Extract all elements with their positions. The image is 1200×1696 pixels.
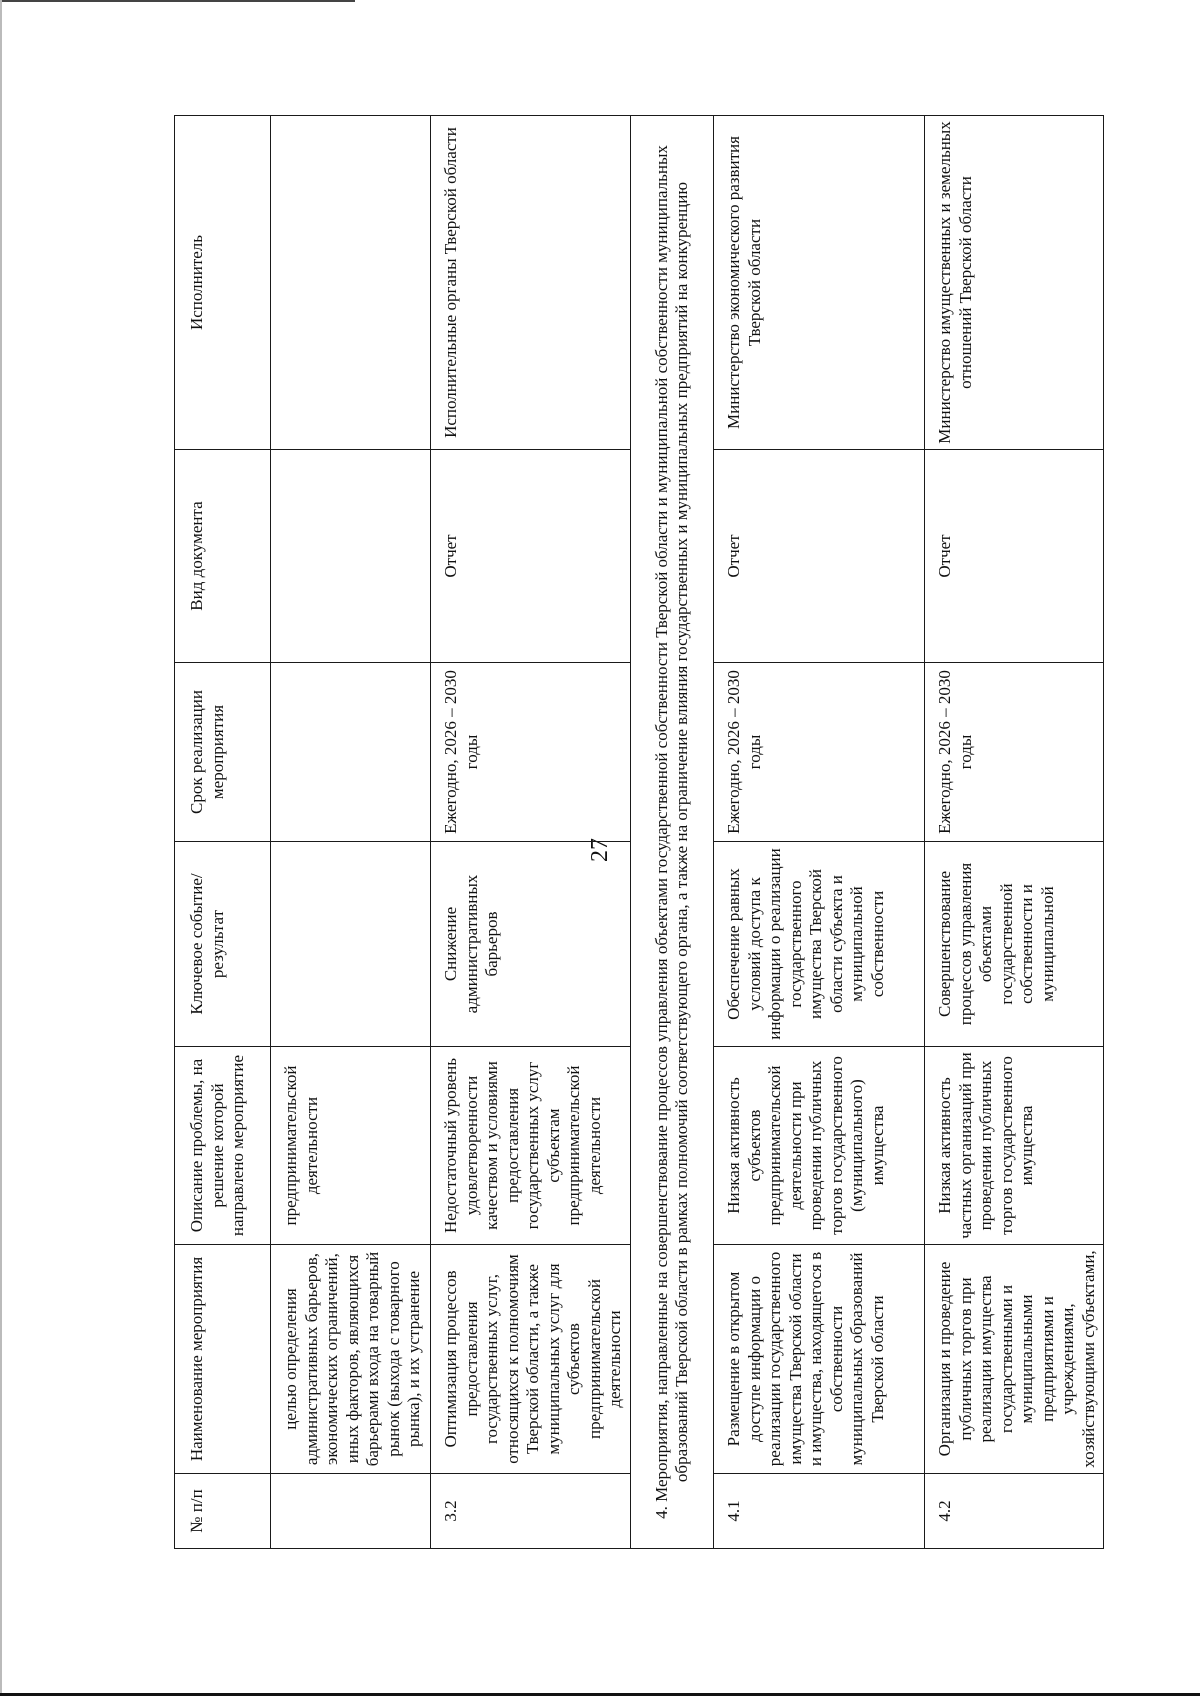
cell-doc: Отчет: [431, 450, 631, 663]
cell-result: [271, 842, 431, 1047]
cell-num: 3.2: [431, 1474, 631, 1549]
cell-executor: [271, 116, 431, 450]
table-row: [431, 116, 631, 1549]
page-number: 27: [587, 838, 613, 862]
table-row: [271, 116, 431, 1549]
header-result: Ключевое событие/результат: [175, 842, 271, 1047]
header-name: Наименование мероприятия: [175, 1245, 271, 1474]
cell-deadline: [271, 663, 431, 842]
cell-problem: Низкая активность частных организаций при проведении публичных торгов государственного имущества: [925, 1047, 1104, 1245]
table-row: [714, 116, 925, 1549]
table-row: [925, 116, 1104, 1549]
cell-deadline: Ежегодно, 2026 – 2030 годы: [925, 663, 1104, 842]
cell-doc: Отчет: [714, 450, 925, 663]
cell-num: [271, 1474, 431, 1549]
cell-deadline: Ежегодно, 2026 – 2030 годы: [714, 663, 925, 842]
header-deadline: Срок реализации мероприятия: [175, 663, 271, 842]
scan-edge-left: [0, 0, 2, 1696]
cell-doc: [271, 450, 431, 663]
cell-num: 4.1: [714, 1474, 925, 1549]
cell-num: 4.2: [925, 1474, 1104, 1549]
header-executor: Исполнитель: [175, 116, 271, 450]
section-row: [631, 116, 714, 1549]
cell-deadline: Ежегодно, 2026 – 2030 годы: [431, 663, 631, 842]
cell-problem: Недостаточный уровень удовлетворенности качеством и условиями предоставления государственных услуг субъектам предпринимательской деятельности: [431, 1047, 631, 1245]
header-problem: Описание проблемы, на решение которой направлено мероприятие: [175, 1047, 271, 1245]
cell-name: целью определения административных барьеров, экономических ограничений, иных факторов, являющихся барьерами входа на товарный рынок (выхода с товарного рынка), и их устранение: [271, 1245, 431, 1474]
cell-executor: Исполнительные органы Тверской области: [431, 116, 631, 450]
header-num: № п/п: [175, 1474, 271, 1549]
cell-doc: Отчет: [925, 450, 1104, 663]
scan-edge-top: [0, 0, 355, 2]
cell-problem: предпринимательской деятельности: [271, 1047, 431, 1245]
cell-result: Снижение административных барьеров: [431, 842, 631, 1047]
rotated-sheet: [174, 116, 1098, 1549]
cell-name: Организация и проведение публичных торгов при реализации имущества государственными и муниципальными предприятиями и учреждениями, хозяйствующими субъектами,: [925, 1245, 1104, 1474]
cell-name: Оптимизация процессов предоставления государственных услуг, относящихся к полномочиям Тверской области, а также муниципальных услуг для субъектов предпринимательской деятельности: [431, 1245, 631, 1474]
cell-executor: Министерство имущественных и земельных отношений Тверской области: [925, 116, 1104, 450]
section-heading: 4. Мероприятия, направленные на совершенствование процессов управления объектами государственной собственности Тверской области и муниципальной собственности муниципальных образований Тверской области в рамках полномочий соответствующего органа, а также на ограничение влияния государственных и муниципальных предприятий на конкуренцию: [631, 116, 714, 1549]
cell-name: Размещение в открытом доступе информации о реализации государственного имущества Тверской области и имущества, находящегося в собственности муниципальных образований Тверской области: [714, 1245, 925, 1474]
cell-executor: Министерство экономического развития Тверской области: [714, 116, 925, 450]
cell-problem: Низкая активность субъектов предпринимательской деятельности при проведении публичных торгов государственного (муниципального) имущества: [714, 1047, 925, 1245]
header-row: [175, 116, 271, 1549]
cell-result: Совершенствование процессов управления объектами государственной собственности и муниципальной: [925, 842, 1104, 1047]
measures-table: [174, 115, 1104, 1549]
cell-result: Обеспечение равных условий доступа к информации о реализации государственного имущества Тверской области субъекта и муниципальной собственности: [714, 842, 925, 1047]
header-doc: Вид документа: [175, 450, 271, 663]
